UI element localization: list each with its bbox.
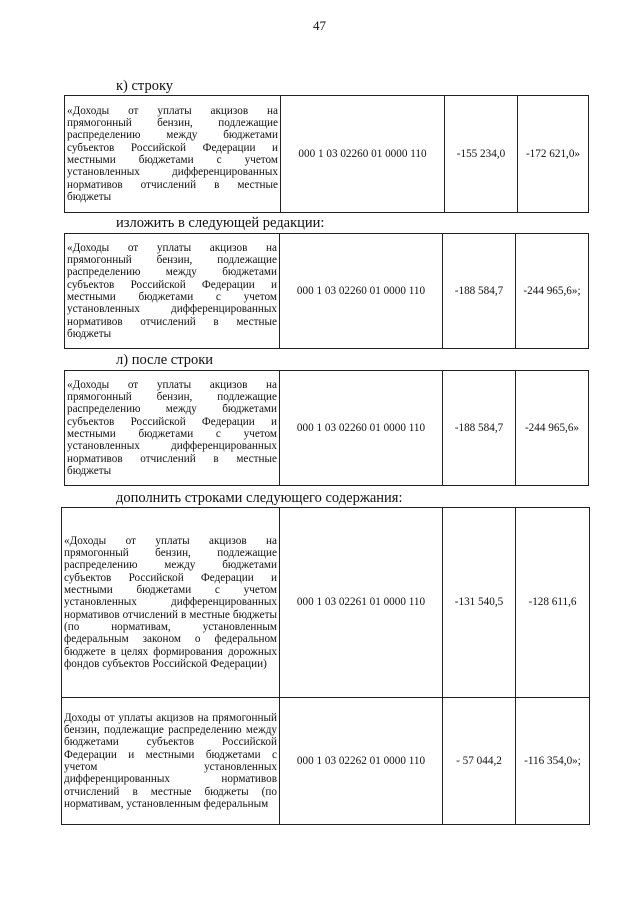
row-value-2: -128 611,6: [516, 508, 590, 698]
row-value-1: -188 584,7: [443, 371, 516, 486]
section-heading-replace: изложить в следующей редакции:: [116, 215, 325, 231]
table-row: [65, 371, 589, 486]
row-description: Доходы от уплаты акцизов на прямогонный бензин, подлежащие распределению между бюджетами субъектов Российской Федерации и местными бюджетами с учетом установленных дифференцированных нормативов отчислений в местные бюджеты (по нормативам, установленным федеральным: [62, 698, 280, 825]
row-code: 000 1 03 02262 01 0000 110: [280, 698, 443, 825]
row-value-1: -188 584,7: [443, 234, 516, 349]
row-code: 000 1 03 02260 01 0000 110: [280, 371, 443, 486]
section-heading-add: дополнить строками следующего содержания:: [116, 490, 403, 506]
row-value-2: -244 965,6»: [516, 371, 589, 486]
amendment-table-l: [64, 370, 589, 486]
row-description: «Доходы от уплаты акцизов на прямогонный бензин, подлежащие распределению между бюджетами субъектов Российской Федерации и местными бюджетами с учетом установленных дифференцированных нормативов отчислений в местные бюджеты: [65, 371, 280, 486]
page-number: 47: [313, 18, 326, 33]
row-value-2: -116 354,0»;: [516, 698, 590, 825]
table-row: [65, 234, 589, 349]
row-code: 000 1 03 02261 01 0000 110: [280, 508, 443, 698]
row-value-1: -131 540,5: [443, 508, 516, 698]
row-description: «Доходы от уплаты акцизов на прямогонный бензин, подлежащие распределению между бюджетами субъектов Российской Федерации и местными бюджетами с учетом установленных дифференцированных нормативов отчислений в местные бюджеты: [65, 234, 280, 349]
row-value-2: -172 621,0»: [518, 96, 589, 213]
row-description: «Доходы от уплаты акцизов на прямогонный бензин, подлежащие распределению между бюджетами субъектов Российской Федерации и местными бюджетами с учетом установленных дифференцированных нормативов отчислений в местные бюджеты (по нормативам, установленным федеральным законом о федеральном бюджете в целях формирования дорожных фондов субъектов Российской Федерации): [62, 508, 280, 698]
table-row: [62, 508, 590, 698]
amendment-table-k: [64, 95, 589, 213]
row-value-2: -244 965,6»;: [516, 234, 589, 349]
row-description: «Доходы от уплаты акцизов на прямогонный бензин, подлежащие распределению между бюджетами субъектов Российской Федерации и местными бюджетами с учетом установленных дифференцированных нормативов отчислений в местные бюджеты: [65, 96, 281, 213]
table-row: [62, 698, 590, 825]
amendment-table-add: [61, 507, 590, 825]
section-heading-l: л) после строки: [116, 352, 214, 368]
row-value-1: -155 234,0: [445, 96, 518, 213]
row-code: 000 1 03 02260 01 0000 110: [281, 96, 445, 213]
table-row: [65, 96, 589, 213]
row-value-1: - 57 044,2: [443, 698, 516, 825]
row-code: 000 1 03 02260 01 0000 110: [280, 234, 443, 349]
amendment-table-replace: [64, 233, 589, 349]
section-heading-k: к) строку: [116, 78, 174, 94]
